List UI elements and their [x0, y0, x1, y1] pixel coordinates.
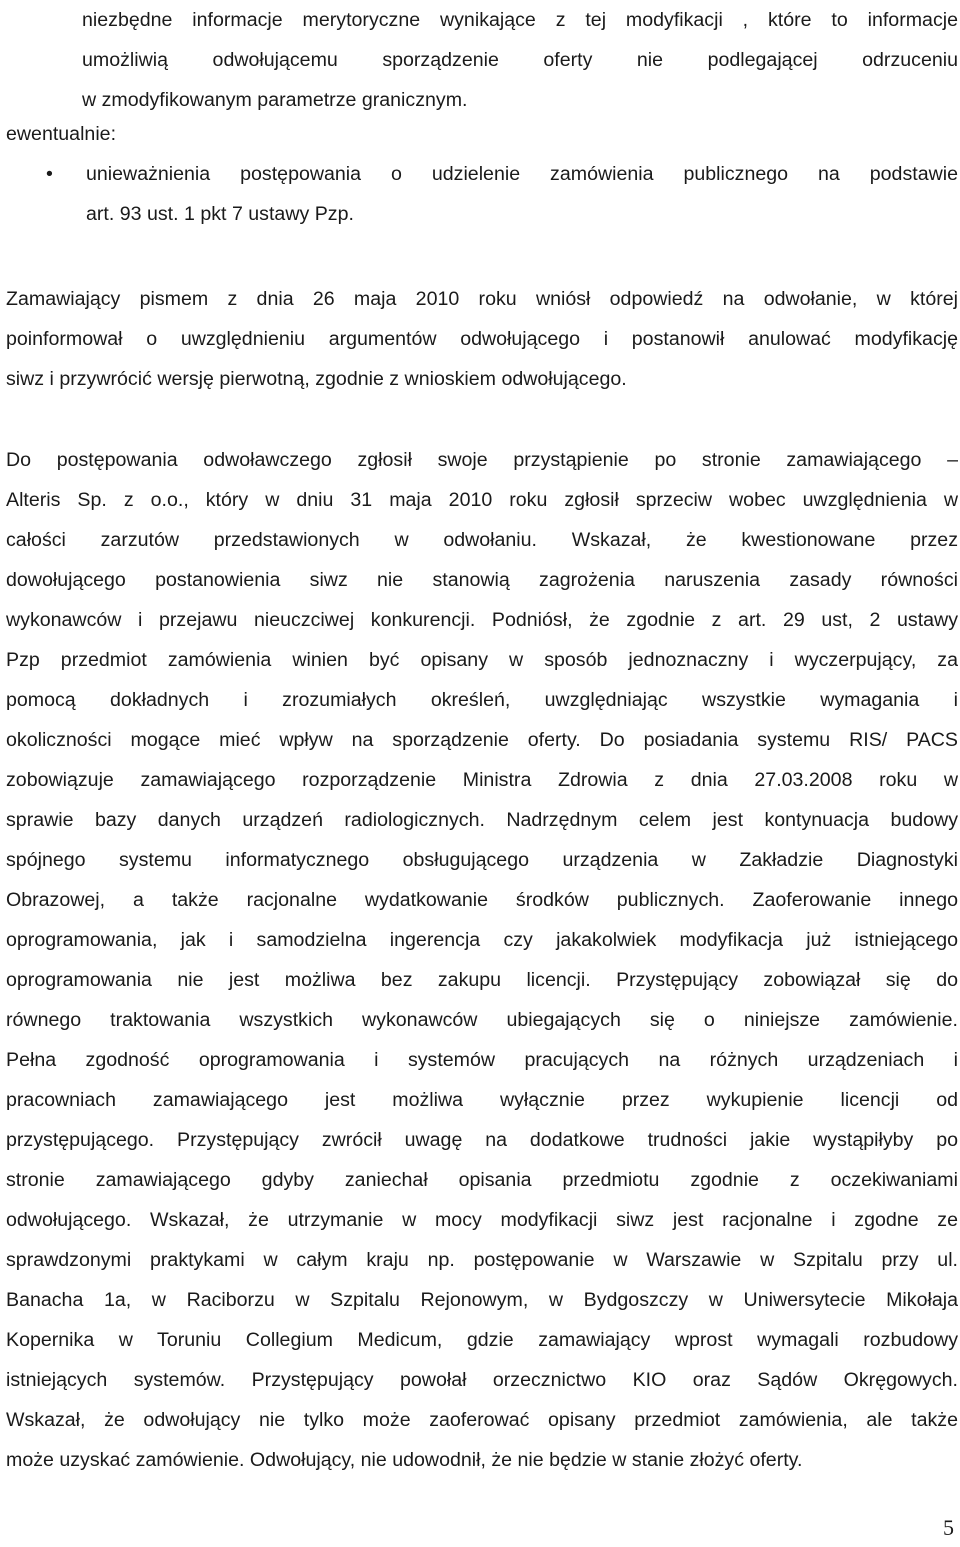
alternative-label [6, 114, 958, 154]
bullet-line: unieważnienia postępowania o udzielenie zamówienia publicznego na podstawie [86, 163, 958, 185]
intro-line: umożliwią odwołującemu sporządzenie oferty nie podlegającej odrzuceniu [82, 49, 958, 71]
paragraph-line: wykonawców i przejawu nieuczciwej konkurencji. Podniósł, że zgodnie z art. 29 ust, 2 ustawy [6, 609, 958, 631]
paragraph-line: zobowiązuje zamawiającego rozporządzenie Ministra Zdrowia z dnia 27.03.2008 roku w [6, 769, 958, 791]
paragraph-line: oprogramowania nie jest możliwa bez zakupu licencji. Przystępujący zobowiązał się do [6, 969, 958, 991]
paragraph-line: spójnego systemu informatycznego obsługującego urządzenia w Zakładzie Diagnostyki [6, 849, 958, 871]
intro-paragraph [82, 0, 958, 120]
paragraph-line: Wskazał, że odwołujący nie tylko może zaoferować opisany przedmiot zamówienia, ale także [6, 1409, 958, 1431]
intro-line: niezbędne informacje merytoryczne wynikające z tej modyfikacji , które to informacje [82, 9, 958, 31]
paragraph-line: przystępującego. Przystępujący zwrócił uwagę na dodatkowe trudności jakie wystąpiłyby po [6, 1129, 958, 1151]
paragraph-line: istniejących systemów. Przystępujący powołał orzecznictwo KIO oraz Sądów Okręgowych. [6, 1369, 958, 1391]
paragraph-line: sprawdzonymi praktykami w całym kraju np. postępowanie w Warszawie w Szpitalu przy ul. [6, 1249, 958, 1271]
paragraph-line: całości zarzutów przedstawionych w odwołaniu. Wskazał, że kwestionowane przez [6, 529, 958, 551]
bullet-item [86, 154, 958, 234]
paragraph-line: Obrazowej, a także racjonalne wydatkowanie środków publicznych. Zaoferowanie innego [6, 889, 958, 911]
paragraph-line: Zamawiający pismem z dnia 26 maja 2010 roku wniósł odpowiedź na odwołanie, w której [6, 288, 958, 310]
paragraph-line: okoliczności mogące mieć wpływ na sporządzenie oferty. Do posiadania systemu RIS/ PACS [6, 729, 958, 751]
paragraph-line: dowołującego postanowienia siwz nie stanowią zagrożenia naruszenia zasady równości [6, 569, 958, 591]
paragraph-line: Kopernika w Toruniu Collegium Medicum, gdzie zamawiający wprost wymagali rozbudowy [6, 1329, 958, 1351]
paragraph-line: siwz i przywrócić wersję pierwotną, zgodnie z wnioskiem odwołującego. [6, 368, 627, 390]
intro-line: w zmodyfikowanym parametrze granicznym. [82, 89, 468, 111]
paragraph-line: oprogramowania, jak i samodzielna ingerencja czy jakakolwiek modyfikacja już istniejącego [6, 929, 958, 951]
paragraph-line: Do postępowania odwoławczego zgłosił swoje przystąpienie po stronie zamawiającego – [6, 449, 958, 471]
paragraph-line: stronie zamawiającego gdyby zaniechał opisania przedmiotu zgodnie z oczekiwaniami [6, 1169, 958, 1191]
paragraph-response [6, 279, 958, 399]
paragraph-line: Banacha 1a, w Raciborzu w Szpitalu Rejonowym, w Bydgoszczy w Uniwersytecie Mikołaja [6, 1289, 958, 1311]
paragraph-line: sprawie bazy danych urządzeń radiologicznych. Nadrzędnym celem jest kontynuacja budowy [6, 809, 958, 831]
paragraph-line: Pełna zgodność oprogramowania i systemów pracujących na różnych urządzeniach i [6, 1049, 958, 1071]
paragraph-intervention [6, 440, 958, 1480]
paragraph-line: może uzyskać zamówienie. Odwołujący, nie udowodnił, że nie będzie w stanie złożyć oferty. [6, 1449, 803, 1471]
alternative-label-text: ewentualnie: [6, 123, 117, 145]
paragraph-line: Pzp przedmiot zamówienia winien być opisany w sposób jednoznaczny i wyczerpujący, za [6, 649, 958, 671]
paragraph-line: Alteris Sp. z o.o., który w dniu 31 maja 2010 roku zgłosił sprzeciw wobec uwzględnienia w [6, 489, 958, 511]
paragraph-line: równego traktowania wszystkich wykonawców ubiegających się o niniejsze zamówienie. [6, 1009, 958, 1031]
paragraph-line: odwołującego. Wskazał, że utrzymanie w mocy modyfikacji siwz jest racjonalne i zgodne ze [6, 1209, 958, 1231]
bullet-line: art. 93 ust. 1 pkt 7 ustawy Pzp. [86, 203, 354, 225]
paragraph-line: pomocą dokładnych i zrozumiałych określeń, uwzględniając wszystkie wymagania i [6, 689, 958, 711]
paragraph-line: poinformował o uwzględnieniu argumentów odwołującego i postanowił anulować modyfikację [6, 328, 958, 350]
paragraph-line: pracowniach zamawiającego jest możliwa wyłącznie przez wykupienie licencji od [6, 1089, 958, 1111]
bullet-dot-icon: • [46, 163, 53, 185]
page-number: 5 [943, 1515, 954, 1540]
